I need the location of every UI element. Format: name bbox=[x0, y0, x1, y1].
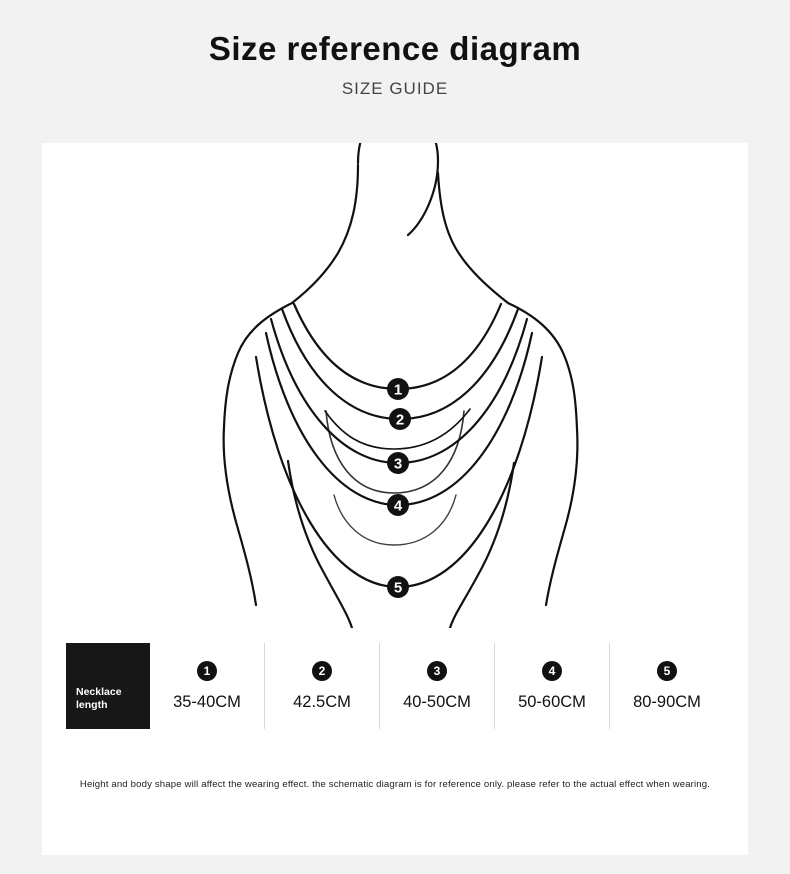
necklace-figure bbox=[42, 143, 748, 628]
footnote: Height and body shape will affect the wearing effect. the schematic diagram is for reference only. please refer to the actual effect when wearing. bbox=[79, 779, 711, 790]
page-subtitle: SIZE GUIDE bbox=[341, 79, 449, 99]
size-table-row-label-text: Necklace length bbox=[76, 685, 122, 711]
size-badge-3: 3 bbox=[427, 661, 447, 681]
page-header bbox=[0, 0, 790, 99]
chain-markers bbox=[387, 378, 411, 598]
size-cell-1 bbox=[150, 643, 265, 729]
size-value-5: 80-90CM bbox=[633, 692, 701, 711]
size-value-3: 40-50CM bbox=[403, 692, 471, 711]
size-table-row-label bbox=[66, 643, 150, 729]
diagram-card bbox=[42, 143, 748, 855]
torso-illustration bbox=[42, 143, 748, 628]
chain-marker-4-label: 4 bbox=[393, 497, 403, 515]
chain-marker-5-label: 5 bbox=[393, 579, 403, 597]
size-table bbox=[66, 643, 724, 729]
size-value-2: 42.5CM bbox=[293, 692, 351, 711]
size-badge-4: 4 bbox=[542, 661, 562, 681]
size-cell-4 bbox=[495, 643, 610, 729]
size-value-4: 50-60CM bbox=[518, 692, 586, 711]
size-badge-2: 2 bbox=[312, 661, 332, 681]
size-cell-2 bbox=[265, 643, 380, 729]
chain-marker-1-label: 1 bbox=[393, 381, 403, 399]
chain-marker-2-label: 2 bbox=[395, 411, 405, 429]
size-value-1: 35-40CM bbox=[173, 692, 241, 711]
size-cell-5 bbox=[610, 643, 724, 729]
page-title: Size reference diagram bbox=[208, 30, 582, 67]
chain-marker-3-label: 3 bbox=[393, 455, 403, 473]
size-badge-1: 1 bbox=[197, 661, 217, 681]
size-cell-3 bbox=[380, 643, 495, 729]
size-badge-5: 5 bbox=[657, 661, 677, 681]
